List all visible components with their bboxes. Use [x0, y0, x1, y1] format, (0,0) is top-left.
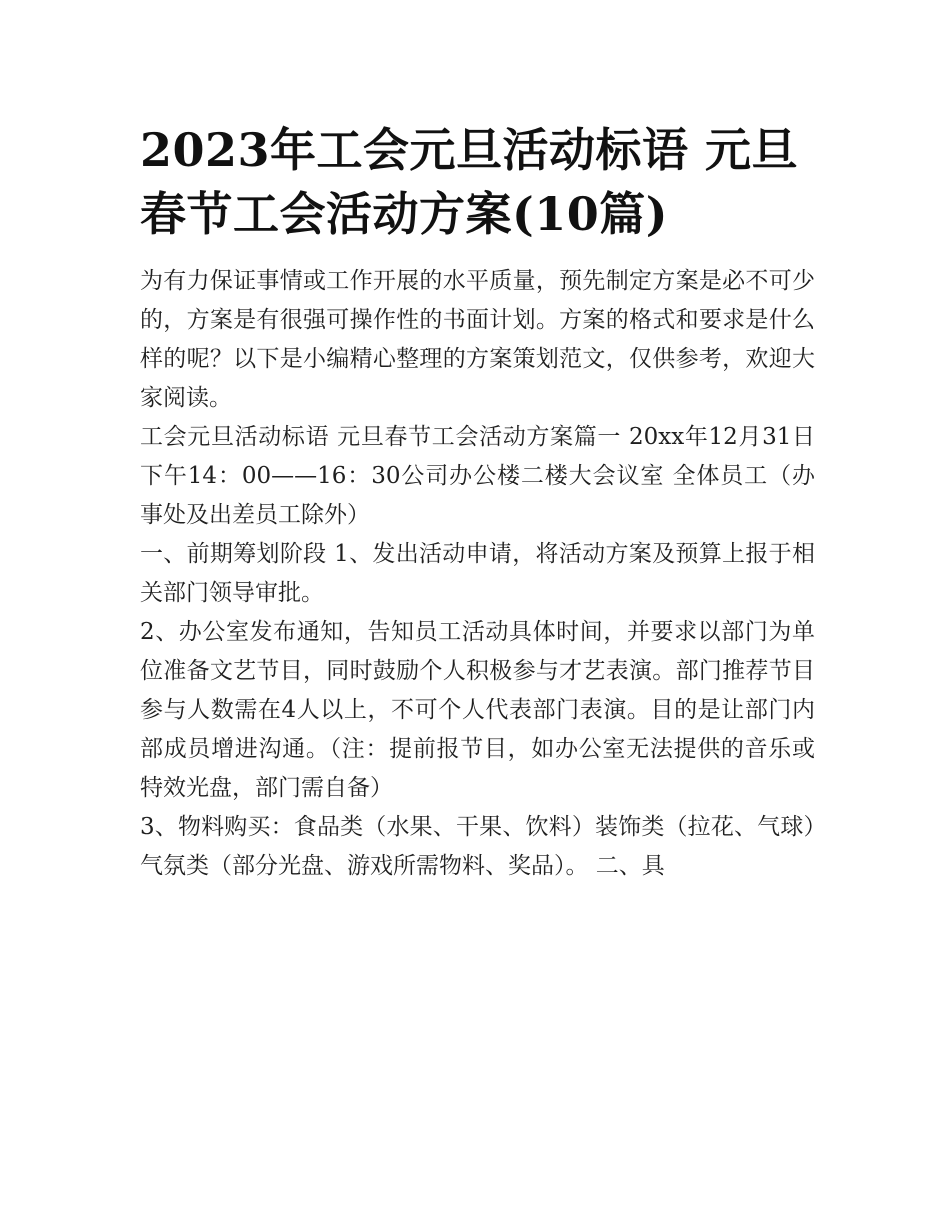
document-title: 2023年工会元旦活动标语 元旦春节工会活动方案(10篇)	[140, 123, 799, 241]
document-body	[140, 118, 815, 886]
activity-overview-paragraph: 工会元旦活动标语 元旦春节工会活动方案篇一 20xx年12月31日下午14：00——16：30公司办公楼二楼大会议室 全体员工（办事处及出差员工除外）	[140, 424, 815, 528]
planning-stage-paragraph: 一、前期筹划阶段 1、发出活动申请，将活动方案及预算上报于相关部门领导审批。	[140, 541, 815, 606]
notice-paragraph: 2、办公室发布通知，告知员工活动具体时间，并要求以部门为单位准备文艺节目，同时鼓励个人积极参与才艺表演。部门推荐节目参与人数需在4人以上，不可个人代表部门表演。目的是让部门内部成员增进沟通。（注：提前报节目，如办公室无法提供的音乐或特效光盘，部门需自备）	[140, 619, 815, 801]
materials-paragraph: 3、物料购买：食品类（水果、干果、饮料）装饰类（拉花、气球）气氛类（部分光盘、游戏所需物料、奖品）。 二、具	[140, 814, 815, 879]
intro-paragraph: 为有力保证事情或工作开展的水平质量，预先制定方案是必不可少的，方案是有很强可操作性的书面计划。方案的格式和要求是什么样的呢？以下是小编精心整理的方案策划范文，仅供参考，欢迎大家阅读。	[140, 268, 815, 411]
